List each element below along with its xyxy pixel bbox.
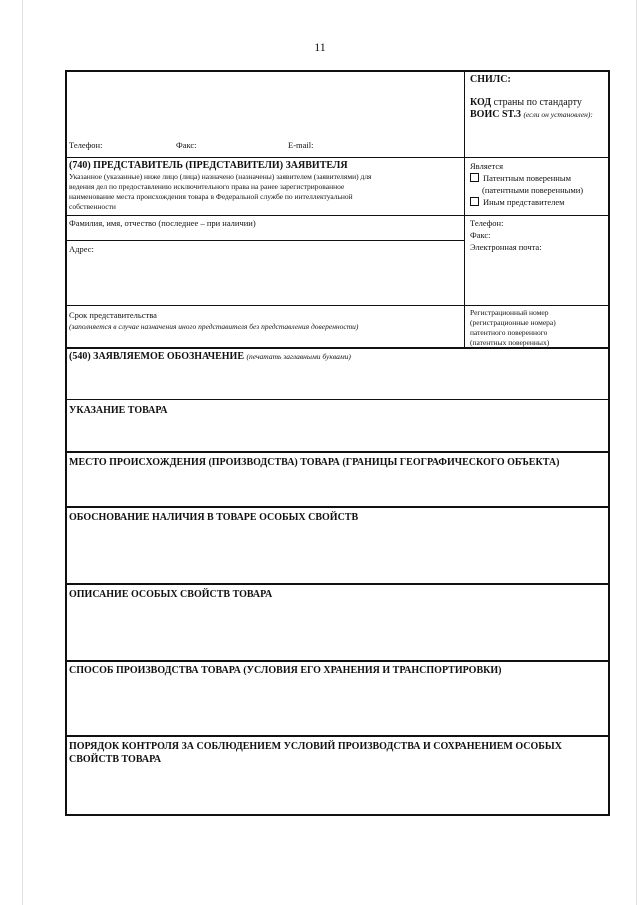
wipo-label: ВОИС ST.3: [470, 109, 521, 120]
properties-title: ОПИСАНИЕ ОСОБЫХ СВОЙСТВ ТОВАРА: [69, 589, 273, 600]
representative-description-line-4: собственности: [69, 202, 116, 211]
applicant-phone-label: Телефон:: [69, 140, 103, 150]
row-divider-applicant: [65, 157, 610, 158]
form-border-top: [65, 70, 610, 72]
column-divider: [464, 70, 465, 348]
row-divider-justification: [65, 583, 610, 585]
row-divider-properties: [65, 660, 610, 662]
representative-description-line-1: Указанное (указанные) ниже лицо (лица) назначено (назначены) заявителем (заявителями) для: [69, 172, 372, 181]
left-margin-line: [22, 0, 23, 905]
option-patent-attorneys-plural: (патентными поверенными): [482, 185, 584, 195]
term-label: Срок представительства: [69, 310, 157, 320]
control-title-line-1: ПОРЯДОК КОНТРОЛЯ ЗА СОБЛЮДЕНИЕМ УСЛОВИЙ ПРОИЗВОДСТВА И СОХРАНЕНИЕМ ОСОБЫХ: [69, 741, 562, 752]
wipo-line: [470, 109, 593, 120]
wipo-note: (если он установлен):: [523, 110, 593, 119]
form-border-bottom: [65, 814, 610, 816]
control-title-line-2: СВОЙСТВ ТОВАРА: [69, 754, 162, 765]
justification-title: ОБОСНОВАНИЕ НАЛИЧИЯ В ТОВАРЕ ОСОБЫХ СВОЙСТВ: [69, 512, 359, 523]
representative-fax-label: Факс:: [470, 230, 491, 240]
checkbox-icon[interactable]: [470, 173, 479, 182]
country-code-text: страны по стандарту: [493, 97, 582, 108]
term-note: (заполняется в случае назначения иного представителя без представления доверенности): [69, 322, 359, 331]
reg-number-line-1: Регистрационный номер: [470, 308, 549, 317]
representative-description-line-2: ведения дел по предоставлению исключительного права на ранее зарегистрированное: [69, 182, 345, 191]
applicant-fax-label: Факс:: [176, 140, 197, 150]
applicant-email-label: E-mail:: [288, 140, 314, 150]
option-other-representative[interactable]: [470, 197, 565, 207]
row-divider-term-bottom: [65, 347, 610, 349]
method-title: СПОСОБ ПРОИЗВОДСТВА ТОВАРА (УСЛОВИЯ ЕГО ХРАНЕНИЯ И ТРАНСПОРТИРОВКИ): [69, 665, 502, 676]
row-divider-fio-top: [65, 215, 610, 216]
designation-note: (печатать заглавными буквами): [246, 352, 351, 361]
representative-is-label: Является: [470, 161, 503, 171]
reg-number-line-2: (регистрационные номера): [470, 318, 556, 327]
reg-number-line-4: (патентных поверенных): [470, 338, 550, 347]
checkbox-icon[interactable]: [470, 197, 479, 206]
country-code-label: КОД: [470, 97, 492, 108]
page-number: 11: [314, 40, 326, 54]
row-divider-goods: [65, 451, 610, 453]
form-border-left: [65, 70, 67, 815]
option-patent-attorney-label: Патентным поверенным: [483, 173, 571, 183]
origin-title: МЕСТО ПРОИСХОЖДЕНИЯ (ПРОИЗВОДСТВА) ТОВАРА (ГРАНИЦЫ ГЕОГРАФИЧЕСКОГО ОБЪЕКТА): [69, 457, 560, 468]
representative-phone-label: Телефон:: [470, 218, 504, 228]
representative-email-label: Электронная почта:: [470, 242, 542, 252]
option-other-representative-label: Иным представителем: [483, 197, 565, 207]
designation-header: [69, 351, 351, 362]
goods-title: УКАЗАНИЕ ТОВАРА: [69, 405, 168, 416]
country-code-line: [470, 97, 582, 108]
representative-description-line-3: наименование места происхождения товара в Федеральной службе по интеллектуальной: [69, 192, 353, 201]
form-border-right: [608, 70, 610, 815]
row-divider-origin: [65, 506, 610, 508]
address-label: Адрес:: [69, 244, 94, 254]
row-divider-designation: [65, 399, 610, 400]
option-patent-attorney[interactable]: [470, 173, 571, 183]
reg-number-line-3: патентного поверенного: [470, 328, 548, 337]
snils-label: СНИЛС:: [470, 74, 511, 85]
designation-title: (540) ЗАЯВЛЯЕМОЕ ОБОЗНАЧЕНИЕ: [69, 351, 244, 362]
row-divider-address-bottom: [65, 305, 610, 306]
row-divider-method: [65, 735, 610, 737]
right-margin-line: [636, 0, 637, 905]
representative-title: (740) ПРЕДСТАВИТЕЛЬ (ПРЕДСТАВИТЕЛИ) ЗАЯВИТЕЛЯ: [69, 160, 348, 171]
row-divider-fio-bottom: [65, 240, 465, 241]
fio-label: Фамилия, имя, отчество (последнее – при наличии): [69, 218, 256, 228]
